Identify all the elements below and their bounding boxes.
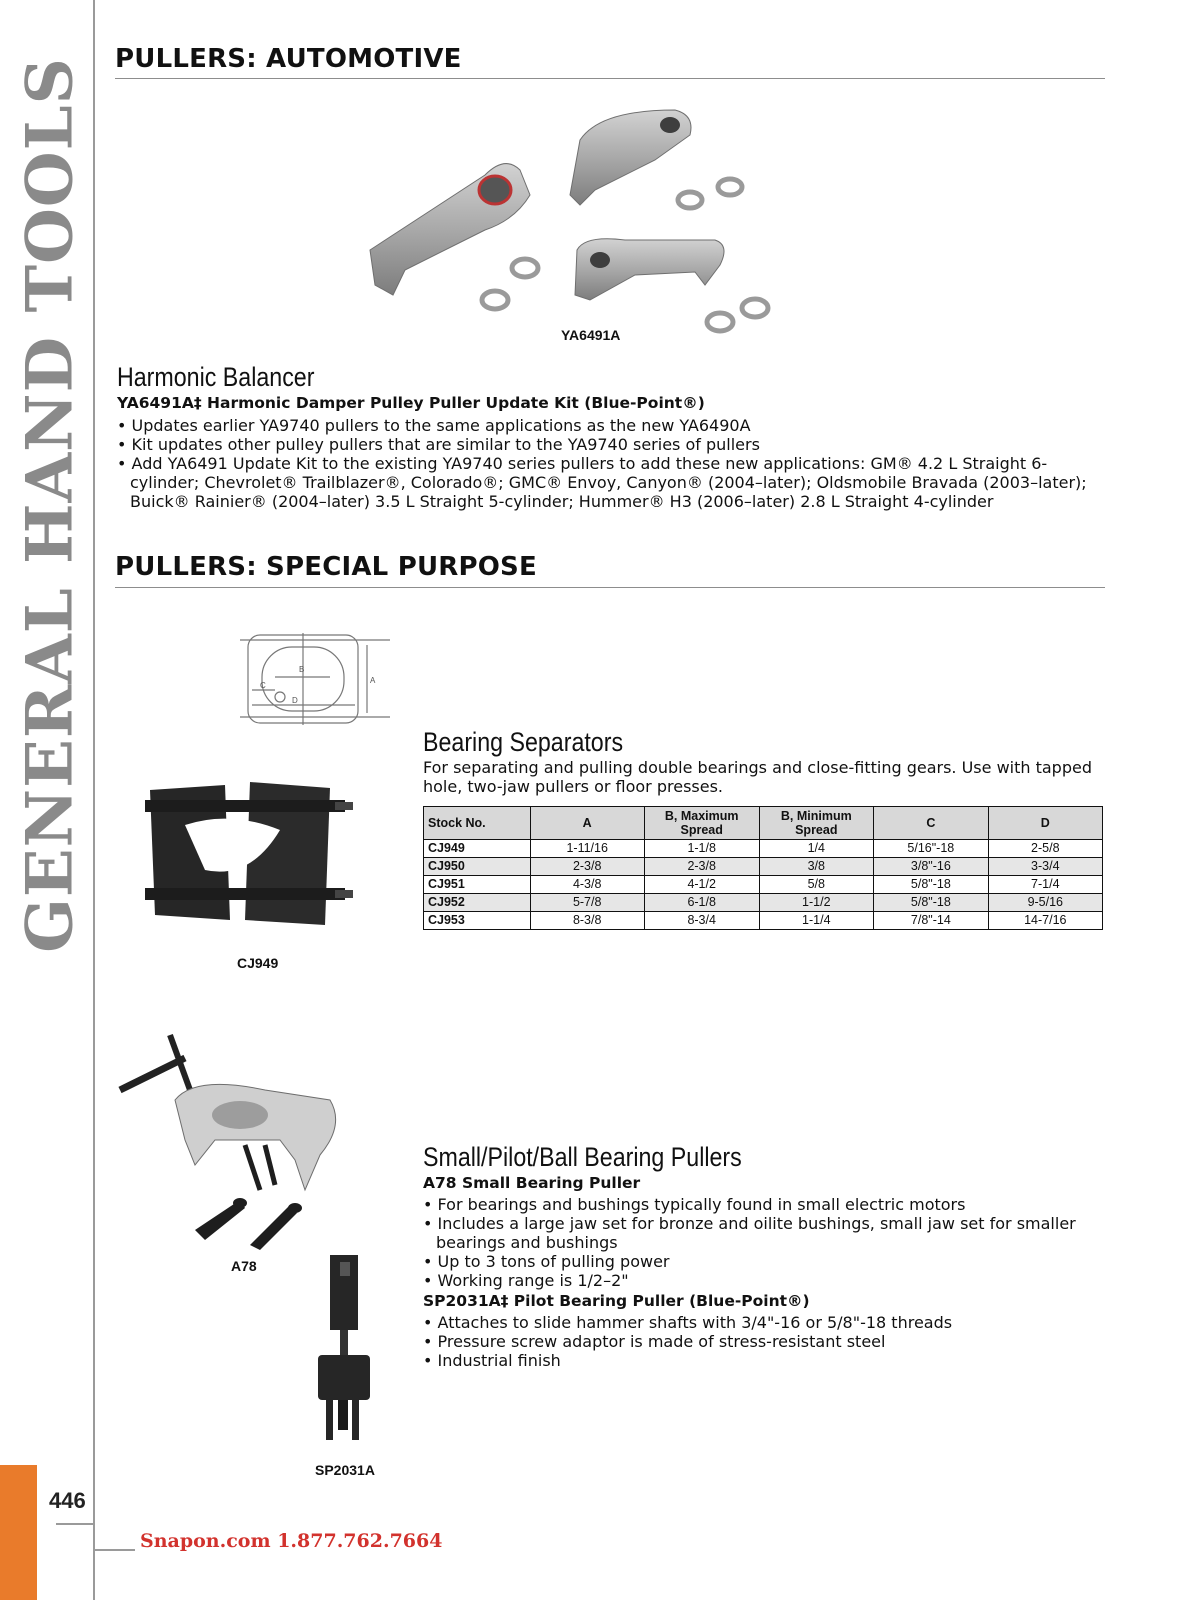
- ya6491a-photo: [365, 100, 805, 340]
- table-cell: 9-5/16: [988, 894, 1102, 912]
- list-item: • Add YA6491 Update Kit to the existing YA9740 series pullers to add these new applications: GM® 4.2 L Straight 6-cylinder; Chevrolet® Trailblazer®, Colorado®; GMC® Envoy, Canyon® (2004–later); Oldsmobile Bravada (2003–later); Buick® Rainier® (2004–later) 3.5 L Straight 5-cylinder; Hummer® H3 (2006–later) 2.8 L Straight 4-cylinder: [117, 454, 1102, 511]
- table-cell: CJ951: [424, 876, 531, 894]
- dimension-diagram: [240, 625, 400, 735]
- table-cell: 1-1/8: [644, 840, 759, 858]
- column-header: A: [530, 807, 644, 840]
- sp2031a-photo: [300, 1250, 390, 1450]
- column-header: Stock No.: [424, 807, 531, 840]
- table-cell: 5/16"-18: [874, 840, 989, 858]
- feature-list: [423, 1313, 1103, 1370]
- list-item: • Kit updates other pulley pullers that are similar to the YA9740 series of pullers: [117, 435, 1102, 454]
- table-cell: CJ952: [424, 894, 531, 912]
- svg-text:D: D: [292, 696, 298, 705]
- table-row: [424, 876, 1103, 894]
- table-row: [424, 840, 1103, 858]
- table-cell: 3/8: [759, 858, 874, 876]
- page-number: 446: [49, 1488, 86, 1513]
- table-cell: 4-3/8: [530, 876, 644, 894]
- list-item: • Pressure screw adaptor is made of stress-resistant steel: [423, 1332, 1103, 1351]
- list-item: • Up to 3 tons of pulling power: [423, 1252, 1103, 1271]
- product-title: Bearing Separators: [423, 727, 624, 757]
- image-caption: YA6491A: [561, 327, 621, 343]
- image-caption: CJ949: [237, 955, 279, 971]
- table-cell: 1/4: [759, 840, 874, 858]
- product-title: Harmonic Balancer: [117, 362, 315, 392]
- table-cell: 7-1/4: [988, 876, 1102, 894]
- footer-rule: [93, 1549, 135, 1551]
- spec-table: [423, 806, 1103, 930]
- page-tab: [0, 1465, 37, 1600]
- table-cell: CJ949: [424, 840, 531, 858]
- column-header: B, Maximum Spread: [644, 807, 759, 840]
- section-rule: [115, 587, 1105, 588]
- table-row: [424, 912, 1103, 930]
- svg-text:C: C: [260, 681, 266, 690]
- table-cell: 5-7/8: [530, 894, 644, 912]
- column-header: B, Minimum Spread: [759, 807, 874, 840]
- table-cell: 4-1/2: [644, 876, 759, 894]
- table-row: [424, 858, 1103, 876]
- table-cell: 6-1/8: [644, 894, 759, 912]
- footer-contact[interactable]: Snapon.com 1.877.762.7664: [140, 1530, 443, 1552]
- list-item: • Attaches to slide hammer shafts with 3/4"-16 or 5/8"-18 threads: [423, 1313, 1103, 1332]
- table-cell: 1-11/16: [530, 840, 644, 858]
- section-heading-automotive: PULLERS: AUTOMOTIVE: [115, 44, 462, 74]
- table-cell: 1-1/4: [759, 912, 874, 930]
- table-cell: 5/8: [759, 876, 874, 894]
- product-line: YA6491A‡ Harmonic Damper Pulley Puller Update Kit (Blue-Point®): [117, 394, 705, 412]
- table-cell: 8-3/8: [530, 912, 644, 930]
- table-row: [424, 894, 1103, 912]
- section-heading-special-purpose: PULLERS: SPECIAL PURPOSE: [115, 552, 537, 582]
- svg-text:B: B: [299, 665, 305, 674]
- list-item: • Working range is 1/2–2": [423, 1271, 1103, 1290]
- feature-list: [423, 1195, 1103, 1290]
- cj949-photo: [130, 770, 360, 940]
- list-item: • Updates earlier YA9740 pullers to the same applications as the new YA6490A: [117, 416, 1102, 435]
- table-cell: CJ953: [424, 912, 531, 930]
- table-cell: 14-7/16: [988, 912, 1102, 930]
- product-line: SP2031A‡ Pilot Bearing Puller (Blue-Point®): [423, 1292, 810, 1310]
- table-cell: 3/8"-16: [874, 858, 989, 876]
- table-cell: 2-3/8: [530, 858, 644, 876]
- image-caption: A78: [231, 1258, 257, 1274]
- table-cell: 2-3/8: [644, 858, 759, 876]
- feature-list: [117, 416, 1102, 511]
- column-header: C: [874, 807, 989, 840]
- table-cell: 1-1/2: [759, 894, 874, 912]
- table-cell: CJ950: [424, 858, 531, 876]
- table-cell: 8-3/4: [644, 912, 759, 930]
- page-number-rule: [56, 1523, 93, 1525]
- table-cell: 2-5/8: [988, 840, 1102, 858]
- table-cell: 5/8"-18: [874, 894, 989, 912]
- product-line: A78 Small Bearing Puller: [423, 1174, 641, 1192]
- side-title: GENERAL HAND TOOLS: [12, 57, 88, 953]
- a78-photo: [115, 1030, 355, 1255]
- section-rule: [115, 78, 1105, 79]
- image-caption: SP2031A: [315, 1462, 375, 1478]
- list-item: • Industrial finish: [423, 1351, 1103, 1370]
- list-item: • Includes a large jaw set for bronze and oilite bushings, small jaw set for smaller bearings and bushings: [423, 1214, 1103, 1252]
- list-item: • For bearings and bushings typically found in small electric motors: [423, 1195, 1103, 1214]
- table-cell: 3-3/4: [988, 858, 1102, 876]
- table-cell: 5/8"-18: [874, 876, 989, 894]
- product-description: For separating and pulling double bearings and close-fitting gears. Use with tapped hole, two-jaw pullers or floor presses.: [423, 758, 1092, 796]
- column-header: D: [988, 807, 1102, 840]
- svg-text:A: A: [370, 676, 376, 685]
- product-title: Small/Pilot/Ball Bearing Pullers: [423, 1142, 742, 1172]
- table-header-row: [424, 807, 1103, 840]
- table-cell: 7/8"-14: [874, 912, 989, 930]
